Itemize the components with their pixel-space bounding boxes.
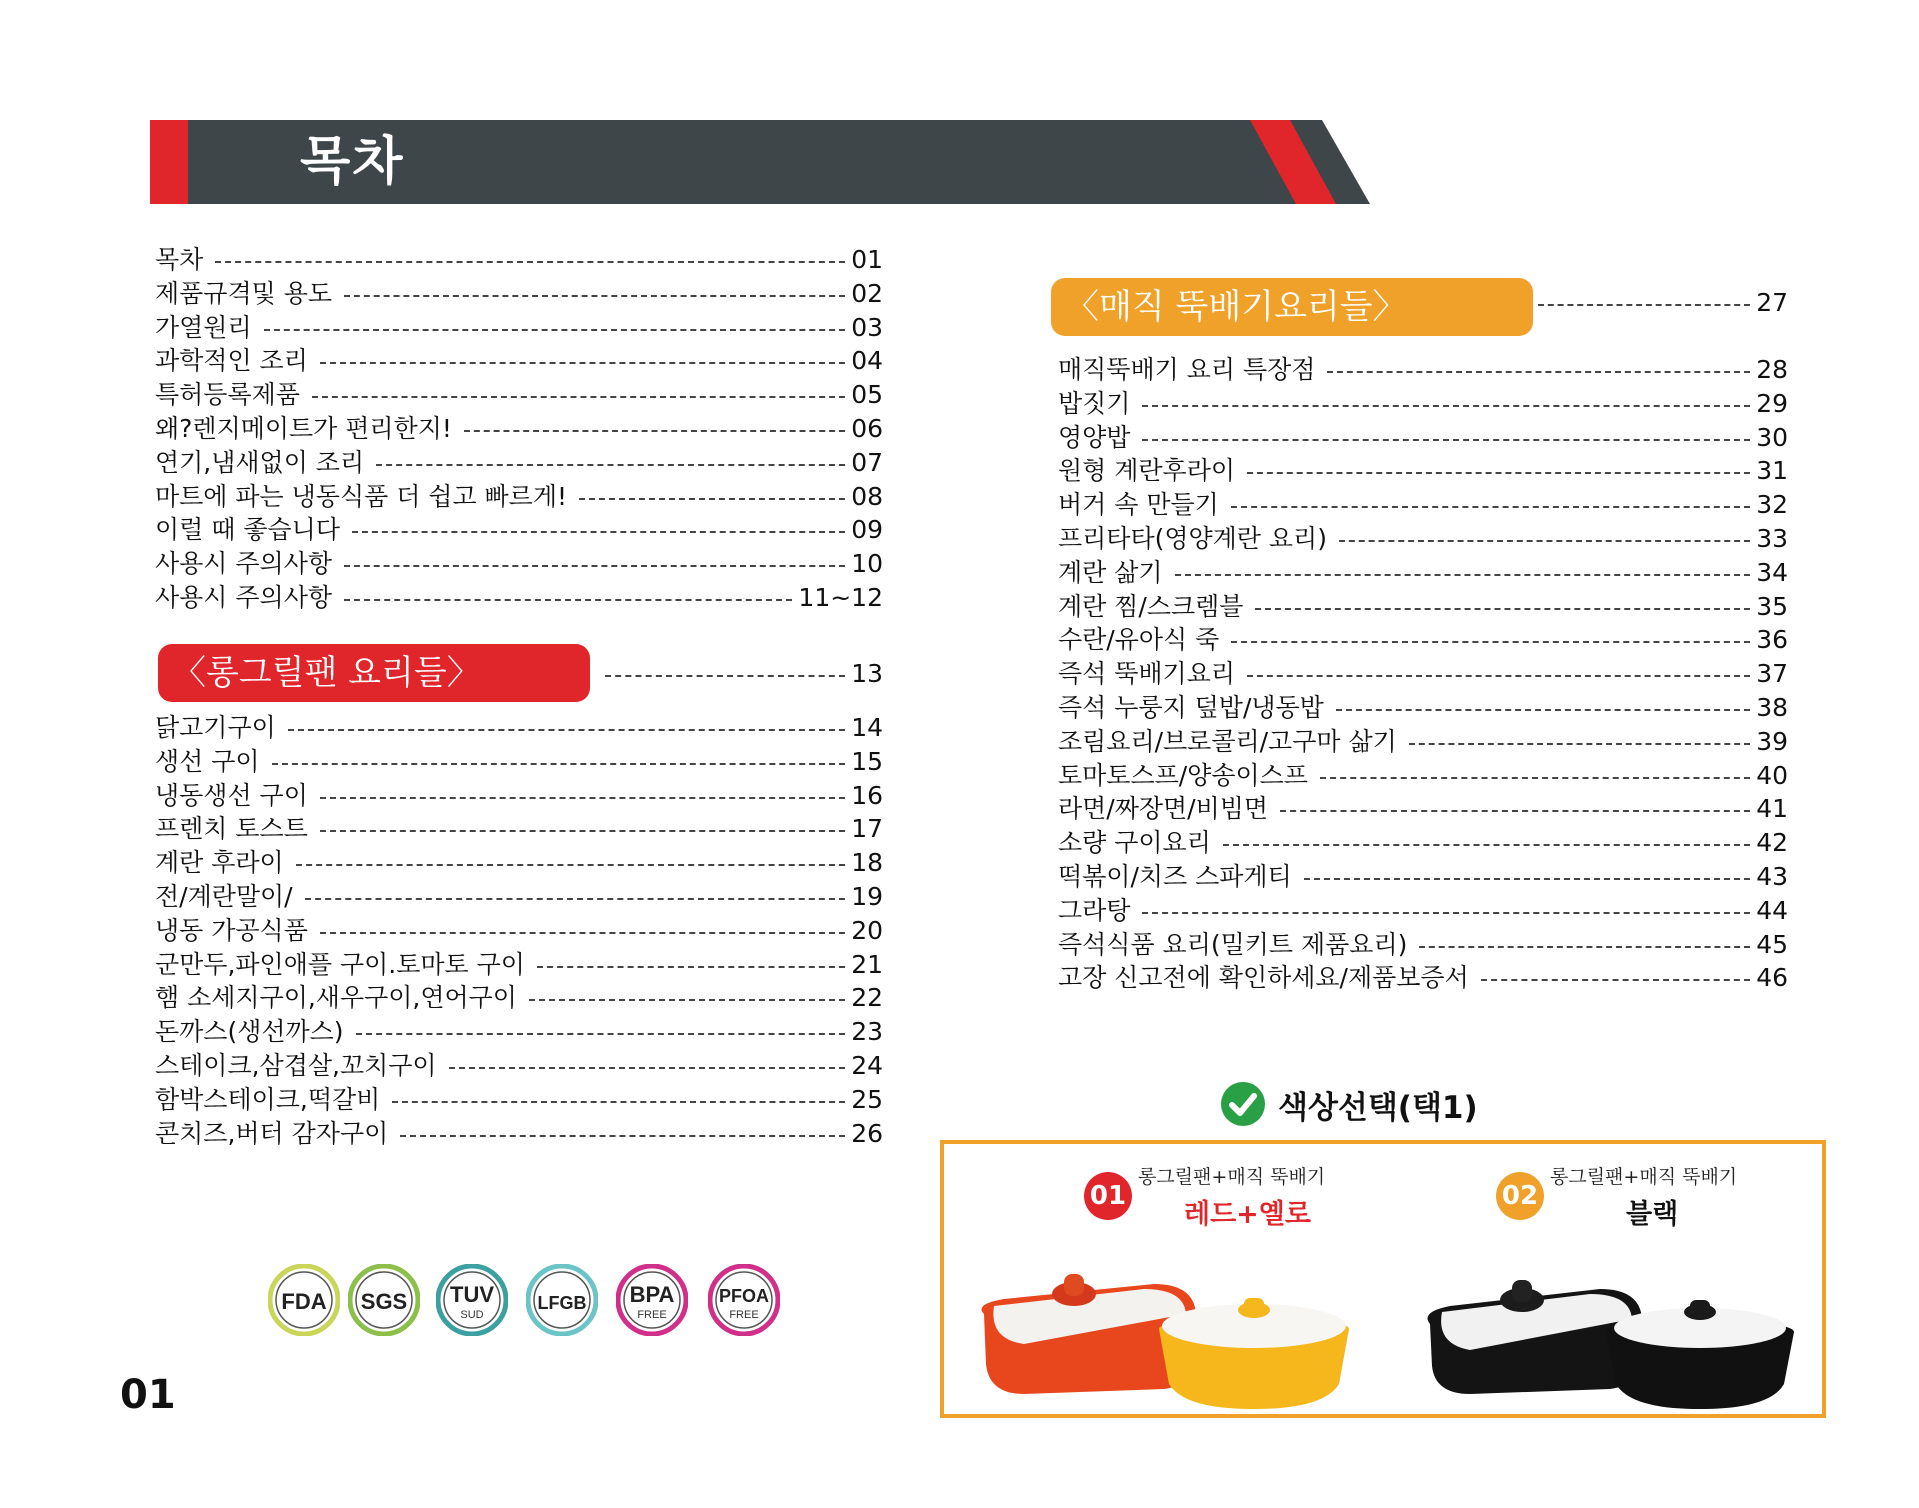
toc-entry-page: 33 <box>1756 524 1788 553</box>
dot-leader <box>264 329 846 331</box>
toc-entry-label: 스테이크,삼겹살,꼬치구이 <box>155 1051 437 1080</box>
toc-entry[interactable] <box>155 915 883 947</box>
toc-entry[interactable] <box>155 982 883 1014</box>
toc-entry-label: 계란 후라이 <box>155 848 284 878</box>
dot-leader <box>320 932 845 934</box>
toc-entry-page: 03 <box>851 312 883 342</box>
toc-entry-label: 생선 구이 <box>155 746 260 776</box>
dot-leader <box>392 1101 845 1103</box>
toc-entry[interactable] <box>1058 489 1788 521</box>
section-page-magic: 27 <box>1756 288 1788 317</box>
dot-leader <box>1223 844 1750 846</box>
toc-entry-label: 즉석 뚝배기요리 <box>1058 659 1235 689</box>
dot-leader <box>1142 405 1750 407</box>
toc-entry[interactable] <box>1058 895 1788 927</box>
toc-entry-label: 왜?렌지메이트가 편리한지! <box>155 414 452 443</box>
toc-entry-page: 02 <box>851 278 883 308</box>
toc-entry-label: 함박스테이크,떡갈비 <box>155 1084 381 1114</box>
toc-entry[interactable] <box>155 1016 883 1048</box>
dot-leader <box>272 763 846 765</box>
certification-name: LFGB <box>537 1293 587 1313</box>
option-color-name: 블랙 <box>1626 1199 1679 1230</box>
toc-entry[interactable] <box>1058 692 1788 724</box>
red-yellow-cookware-image <box>964 1244 1364 1414</box>
toc-entry[interactable] <box>155 881 883 913</box>
dot-leader <box>376 464 845 466</box>
color-options-box <box>940 1140 1826 1418</box>
toc-entry[interactable] <box>1058 624 1788 656</box>
toc-entry-label: 돈까스(생선까스) <box>155 1017 344 1047</box>
certification-badge <box>348 1264 420 1336</box>
section-row-magic[interactable] <box>1538 287 1788 319</box>
toc-entry[interactable] <box>155 1050 883 1082</box>
dot-leader <box>352 531 845 533</box>
toc-entry-label: 떡볶이/치즈 스파게티 <box>1058 862 1292 891</box>
toc-entry[interactable] <box>155 345 883 377</box>
certification-name: PFOA <box>718 1286 770 1306</box>
page-title: 목차 <box>300 132 405 192</box>
toc-entry[interactable] <box>1058 455 1788 487</box>
toc-entry-label: 원형 계란후라이 <box>1058 456 1235 486</box>
toc-entry[interactable] <box>155 712 883 744</box>
dot-leader <box>344 599 792 601</box>
toc-entry-label: 마트에 파는 냉동식품 더 쉽고 빠르게! <box>155 481 568 511</box>
dot-leader <box>1336 709 1750 711</box>
toc-entry-label: 밥짓기 <box>1058 388 1131 418</box>
toc-entry[interactable] <box>1058 523 1788 555</box>
toc-entry[interactable] <box>155 312 883 344</box>
toc-entry-label: 토마토스프/양송이스프 <box>1058 760 1308 790</box>
toc-entry-label: 이럴 때 좋습니다 <box>155 515 340 545</box>
dot-leader <box>344 295 845 297</box>
certification-name: FDA <box>281 1289 327 1314</box>
toc-entry-label: 제품규격및 용도 <box>155 278 332 308</box>
dot-leader <box>320 797 845 799</box>
toc-entry-page: 45 <box>1756 929 1788 959</box>
toc-entry-label: 즉석식품 요리(밀키트 제품요리) <box>1058 929 1408 959</box>
toc-entry-page: 09 <box>851 515 883 545</box>
certification-name: BPA <box>629 1282 675 1307</box>
toc-entry[interactable] <box>155 413 883 445</box>
toc-entry[interactable] <box>1058 793 1788 825</box>
option-description: 롱그릴팬+매직 뚝배기 <box>1550 1166 1738 1188</box>
color-option-1[interactable] <box>1084 1162 1464 1232</box>
toc-entry[interactable] <box>1058 726 1788 758</box>
certification-name: SGS <box>360 1289 408 1314</box>
toc-entry-page: 44 <box>1756 895 1788 925</box>
page-number: 01 <box>120 1372 176 1418</box>
toc-entry-label: 계란 삶기 <box>1058 557 1163 587</box>
toc-entry-page: 21 <box>851 949 883 979</box>
section-row-longgrill[interactable] <box>605 658 883 690</box>
dot-leader <box>1231 506 1750 508</box>
toc-entry[interactable] <box>155 780 883 812</box>
toc-entry-label: 수란/유아식 죽 <box>1058 625 1220 655</box>
toc-entry-label: 냉동생선 구이 <box>155 780 308 810</box>
toc-entry-label: 그라탕 <box>1058 895 1131 925</box>
dot-leader <box>344 565 845 567</box>
toc-entry-page: 25 <box>851 1084 883 1114</box>
toc-entry-label: 프리타타(영양계란 요리) <box>1058 524 1327 553</box>
dot-leader <box>296 864 845 866</box>
toc-entry[interactable] <box>1058 354 1788 386</box>
certification-badge <box>616 1264 688 1336</box>
dot-leader <box>449 1067 846 1069</box>
option-color-name: 레드+옐로 <box>1184 1199 1311 1230</box>
toc-entry-label: 목차 <box>155 245 204 274</box>
toc-entry-label: 조림요리/브로콜리/고구마 삶기 <box>1058 726 1397 756</box>
toc-entry-label: 가열원리 <box>155 312 252 342</box>
toc-entry-label: 라면/짜장면/비빔면 <box>1058 794 1269 824</box>
toc-entry-page: 30 <box>1756 422 1788 452</box>
toc-entry[interactable] <box>155 1084 883 1116</box>
toc-entry[interactable] <box>1058 929 1788 961</box>
toc-entry-label: 냉동 가공식품 <box>155 915 308 945</box>
dot-leader <box>400 1135 845 1137</box>
toc-entry-page: 07 <box>851 447 883 477</box>
toc-entry[interactable] <box>1058 591 1788 623</box>
dot-leader <box>1419 946 1750 948</box>
toc-entry[interactable] <box>1058 658 1788 690</box>
toc-entry-label: 프렌치 토스트 <box>155 814 308 844</box>
dot-leader <box>320 362 845 364</box>
toc-entry-page: 08 <box>851 481 883 511</box>
dot-leader <box>320 830 845 832</box>
toc-entry-label: 버거 속 만들기 <box>1058 490 1219 520</box>
section-tab-magic <box>1051 278 1533 336</box>
dot-leader <box>1409 743 1750 745</box>
toc-entry-page: 01 <box>851 245 883 274</box>
toc-entry-label: 전/계란말이/ <box>155 882 293 911</box>
option-badge: 02 <box>1496 1172 1544 1220</box>
toc-entry[interactable] <box>1058 388 1788 420</box>
dot-leader <box>1255 608 1750 610</box>
section-page-longgrill: 13 <box>851 659 883 688</box>
toc-entry-label: 닭고기구이 <box>155 713 276 742</box>
toc-entry-label: 콘치즈,버터 감자구이 <box>155 1118 389 1148</box>
toc-entry[interactable] <box>155 379 883 411</box>
toc-entry-page: 31 <box>1756 456 1788 486</box>
toc-entry[interactable] <box>1058 827 1788 859</box>
dot-leader <box>537 966 845 968</box>
toc-entry-page: 14 <box>851 713 883 742</box>
toc-entry-page: 16 <box>851 780 883 810</box>
toc-entry-page: 29 <box>1756 388 1788 418</box>
dot-leader <box>1339 540 1750 542</box>
dot-leader <box>1142 912 1750 914</box>
color-select-heading <box>1220 1080 1478 1128</box>
certification-badge <box>526 1264 598 1336</box>
toc-entry-label: 연기,냄새없이 조리 <box>155 447 365 477</box>
toc-entry-label: 영양밥 <box>1058 422 1131 452</box>
toc-entry[interactable] <box>155 447 883 479</box>
dot-leader <box>1175 574 1751 576</box>
toc-entry-label: 즉석 누룽지 덮밥/냉동밥 <box>1058 693 1324 722</box>
toc-entry[interactable] <box>155 548 883 580</box>
dot-leader <box>305 898 846 900</box>
toc-entry[interactable] <box>155 746 883 778</box>
toc-entry-page: 05 <box>851 380 883 410</box>
toc-entry-label: 고장 신고전에 확인하세요/제품보증서 <box>1058 963 1469 993</box>
toc-entry[interactable] <box>155 582 883 614</box>
toc-entry-label: 소량 구이요리 <box>1058 828 1211 858</box>
toc-entry[interactable] <box>155 1118 883 1150</box>
certification-badge <box>268 1264 340 1336</box>
dot-leader <box>215 261 845 263</box>
toc-entry-page: 06 <box>851 414 883 443</box>
toc-entry[interactable] <box>155 514 883 546</box>
certification-sub: SUD <box>460 1309 484 1321</box>
toc-entry[interactable] <box>155 813 883 845</box>
section-tab-longgrill <box>158 644 590 702</box>
toc-entry[interactable] <box>155 847 883 879</box>
toc-entry-label: 군만두,파인애플 구이.토마토 구이 <box>155 949 525 979</box>
toc-entry-page: 42 <box>1756 828 1788 858</box>
toc-entry[interactable] <box>1058 557 1788 589</box>
toc-entry-label: 햄 소세지구이,새우구이,연어구이 <box>155 983 517 1013</box>
certification-badge <box>436 1264 508 1336</box>
dot-leader <box>1247 675 1750 677</box>
toc-entry-label: 과학적인 조리 <box>155 346 308 376</box>
dot-leader <box>1280 810 1750 812</box>
toc-entry-page: 28 <box>1756 355 1788 384</box>
section-title-longgrill: 〈롱그릴팬 요리들〉 <box>172 653 481 693</box>
toc-entry-page: 24 <box>851 1051 883 1080</box>
option-description: 롱그릴팬+매직 뚝배기 <box>1138 1166 1326 1188</box>
toc-entry[interactable] <box>155 244 883 276</box>
dot-leader <box>529 999 845 1001</box>
toc-entry-label: 매직뚝배기 요리 특장점 <box>1058 355 1316 384</box>
toc-entry-page: 39 <box>1756 726 1788 756</box>
certification-sub: FREE <box>637 1309 667 1321</box>
toc-entry-page: 36 <box>1756 625 1788 655</box>
certification-badge <box>708 1264 780 1336</box>
toc-entry[interactable] <box>155 278 883 310</box>
toc-entry-label: 특허등록제품 <box>155 380 300 410</box>
dot-leader <box>1142 439 1750 441</box>
toc-entry[interactable] <box>1058 422 1788 454</box>
color-select-title: 색상선택(택1) <box>1278 1089 1478 1126</box>
black-cookware-image <box>1410 1244 1810 1414</box>
option-badge: 01 <box>1084 1172 1132 1220</box>
toc-entry-page: 35 <box>1756 591 1788 621</box>
toc-entry-page: 22 <box>851 983 883 1013</box>
toc-entry-page: 37 <box>1756 659 1788 689</box>
dot-leader <box>1320 777 1750 779</box>
toc-entry-label: 사용시 주의사항 <box>155 549 332 579</box>
toc-entry-page: 23 <box>851 1017 883 1047</box>
check-circle-icon <box>1220 1081 1266 1127</box>
toc-entry-page: 43 <box>1756 862 1788 891</box>
dot-leader <box>1231 641 1750 643</box>
toc-entry-page: 26 <box>851 1118 883 1148</box>
dot-leader <box>579 498 845 500</box>
toc-entry[interactable] <box>155 481 883 513</box>
section-title-magic: 〈매직 뚝배기요리들〉 <box>1065 287 1407 327</box>
dot-leader <box>1481 979 1750 981</box>
dot-leader <box>1538 304 1750 306</box>
toc-entry[interactable] <box>1058 760 1788 792</box>
toc-entry-page: 32 <box>1756 490 1788 520</box>
dot-leader <box>356 1033 846 1035</box>
color-option-2[interactable] <box>1496 1162 1876 1232</box>
dot-leader <box>605 675 845 677</box>
toc-entry-page: 11~12 <box>798 583 883 612</box>
dot-leader <box>1247 472 1750 474</box>
dot-leader <box>288 729 845 731</box>
dot-leader <box>312 396 845 398</box>
toc-entry-label: 계란 찜/스크렘블 <box>1058 591 1244 621</box>
toc-entry-page: 15 <box>851 746 883 776</box>
toc-entry-page: 10 <box>851 549 883 579</box>
toc-entry-page: 04 <box>851 346 883 376</box>
toc-entry-page: 34 <box>1756 557 1788 587</box>
toc-entry-page: 46 <box>1756 963 1788 993</box>
toc-entry-page: 18 <box>851 848 883 878</box>
toc-entry-page: 17 <box>851 814 883 844</box>
dot-leader <box>464 430 845 432</box>
toc-entry-page: 40 <box>1756 760 1788 790</box>
dot-leader <box>1304 878 1750 880</box>
toc-entry[interactable] <box>1058 962 1788 994</box>
toc-entry-page: 19 <box>851 882 883 911</box>
toc-entry-page: 38 <box>1756 693 1788 722</box>
toc-entry-label: 사용시 주의사항 <box>155 583 332 612</box>
certification-sub: FREE <box>729 1309 759 1321</box>
certification-name: TUV <box>450 1282 494 1307</box>
toc-entry-page: 20 <box>851 915 883 945</box>
dot-leader <box>1327 371 1750 373</box>
toc-entry[interactable] <box>1058 861 1788 893</box>
toc-entry-page: 41 <box>1756 794 1788 824</box>
toc-entry[interactable] <box>155 949 883 981</box>
